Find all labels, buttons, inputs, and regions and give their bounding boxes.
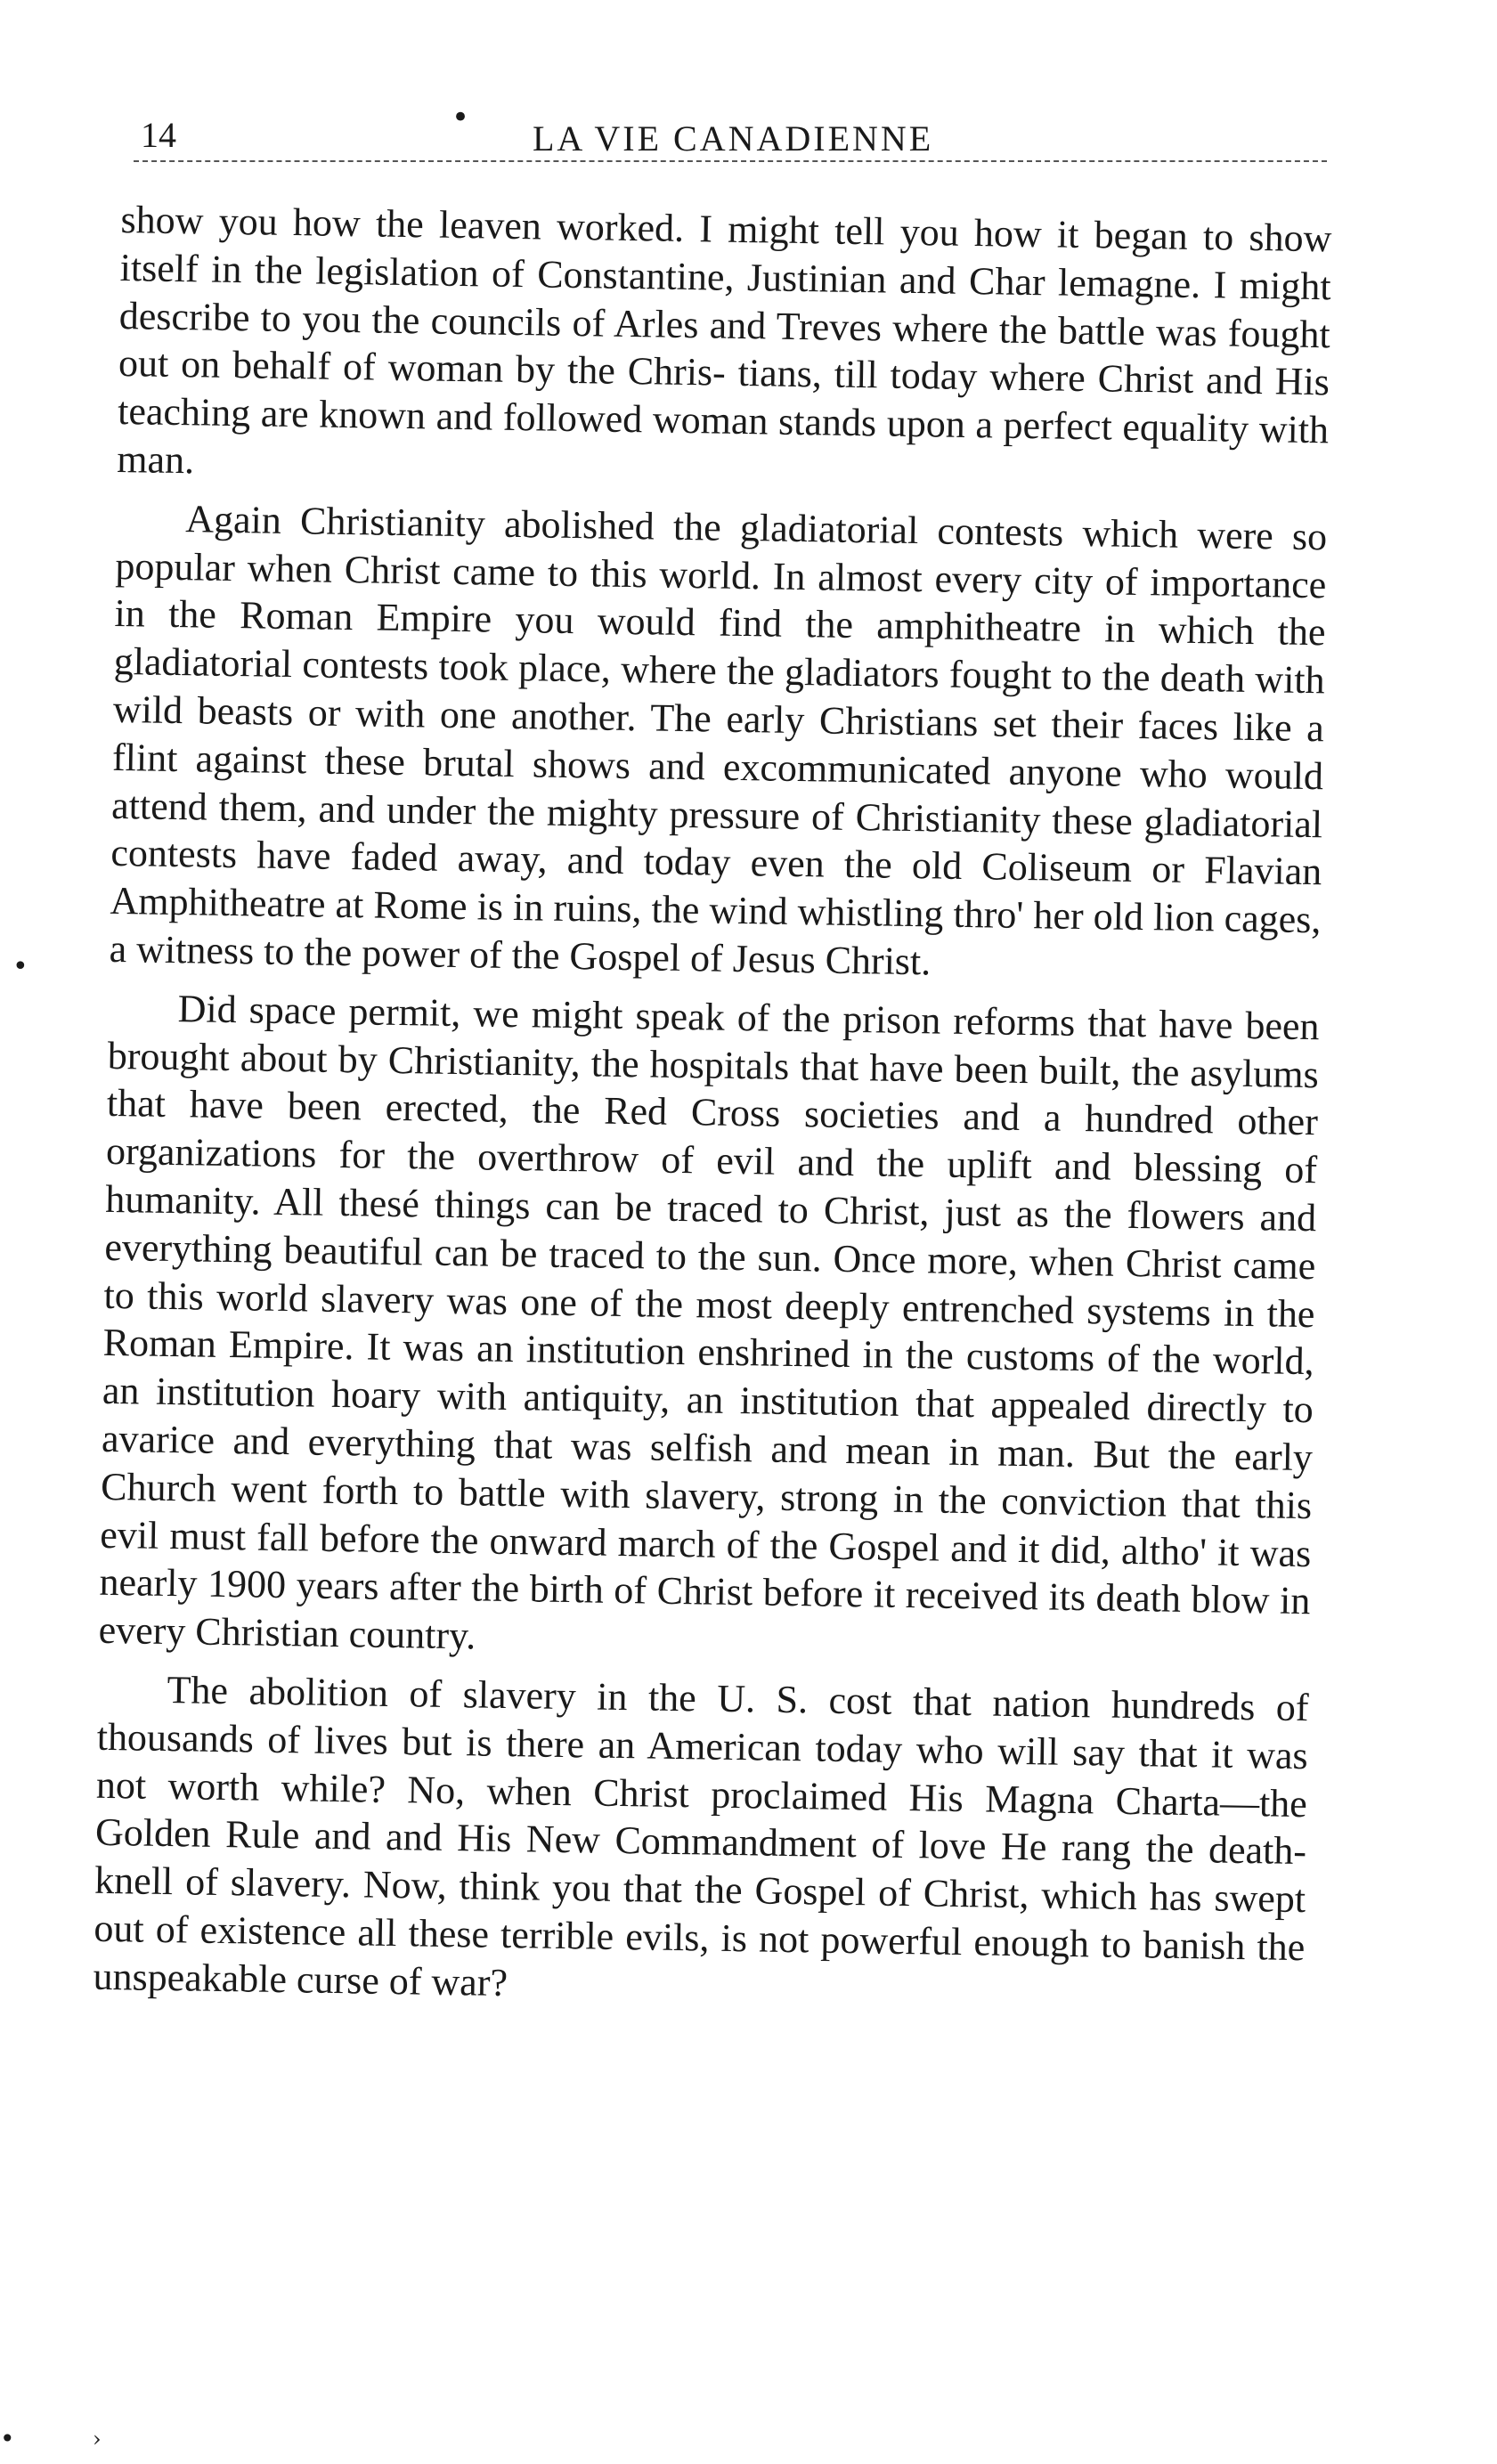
body-text xyxy=(93,196,1332,2020)
margin-dot: • xyxy=(12,951,28,982)
header-rule xyxy=(134,160,1327,162)
corner-mark-left: • xyxy=(0,2424,15,2453)
paragraph-2: Again Christianity abolished the gladiatorial contests which were so popular when Christ came to this world. In almost every city of importance in the Roman Empire you would find the amphitheatre in which the gladiatorial contests took place, where the gladiators fought to the death with wild beasts or with one another. The early Christians set their faces like a flint against these brutal shows and excommunicated anyone who would attend them, and under the mighty pressure of Christianity these gladiatorial contests have faded away, and today even the old Coliseum or Flavian Amphitheatre at Rome is in ruins, the wind whistling thro' her old lion cages, a witness to the power of the Gospel of Jesus Christ. xyxy=(109,496,1328,984)
header-dot: • xyxy=(452,100,470,135)
corner-mark-right: › xyxy=(93,2427,102,2452)
page-number: 14 xyxy=(141,115,176,155)
paragraph-4: The abolition of slavery in the U. S. cost that nation hundreds of thousands of lives but is there an American today who will say that it was not worth while? No, when Christ proclaimed His Magna Charta—the Golden Rule and and His New Commandment of love He rang the death-knell of slavery. Now, think you that the Gospel of Christ, which has swept out of existence all these terrible evils, is not powerful enough to banish the unspeakable curse of war? xyxy=(93,1667,1309,2005)
running-title: LA VIE CANADIENNE xyxy=(533,118,934,159)
paragraph-1: show you how the leaven worked. I might tell you how it began to show itself in the legislation of Constantine, Justinian and Char lemagne. I might describe to you the councils of Arles and Treves where the battle was fought out on behalf of woman by the Chris- tians, till today where Christ and His teaching are known and followed woman stands upon a perfect equality with man. xyxy=(116,197,1332,483)
paragraph-3: Did space permit, we might speak of the prison reforms that have been brought about by Christianity, the hospitals that have been built, the asylums that have been erected, the Red Cross societies and a hundred other organizations for the overthrow of evil and the uplift and blessing of humanity. All thesé things can be traced to Christ, just as the flowers and everything beautiful can be traced to the sun. Once more, when Christ came to this world slavery was one of the most deeply entrenched systems in the Roman Empire. It was an institution enshrined in the customs of the world, an institution hoary with antiquity, an institution that appealed directly to avarice and everything that was selfish and mean in man. But the early Church went forth to battle with slavery, strong in the conviction that this evil must fall before the onward march of the Gospel and it did, altho' it was nearly 1900 years after the birth of Christ before it received its death blow in every Christian country. xyxy=(98,986,1320,1658)
